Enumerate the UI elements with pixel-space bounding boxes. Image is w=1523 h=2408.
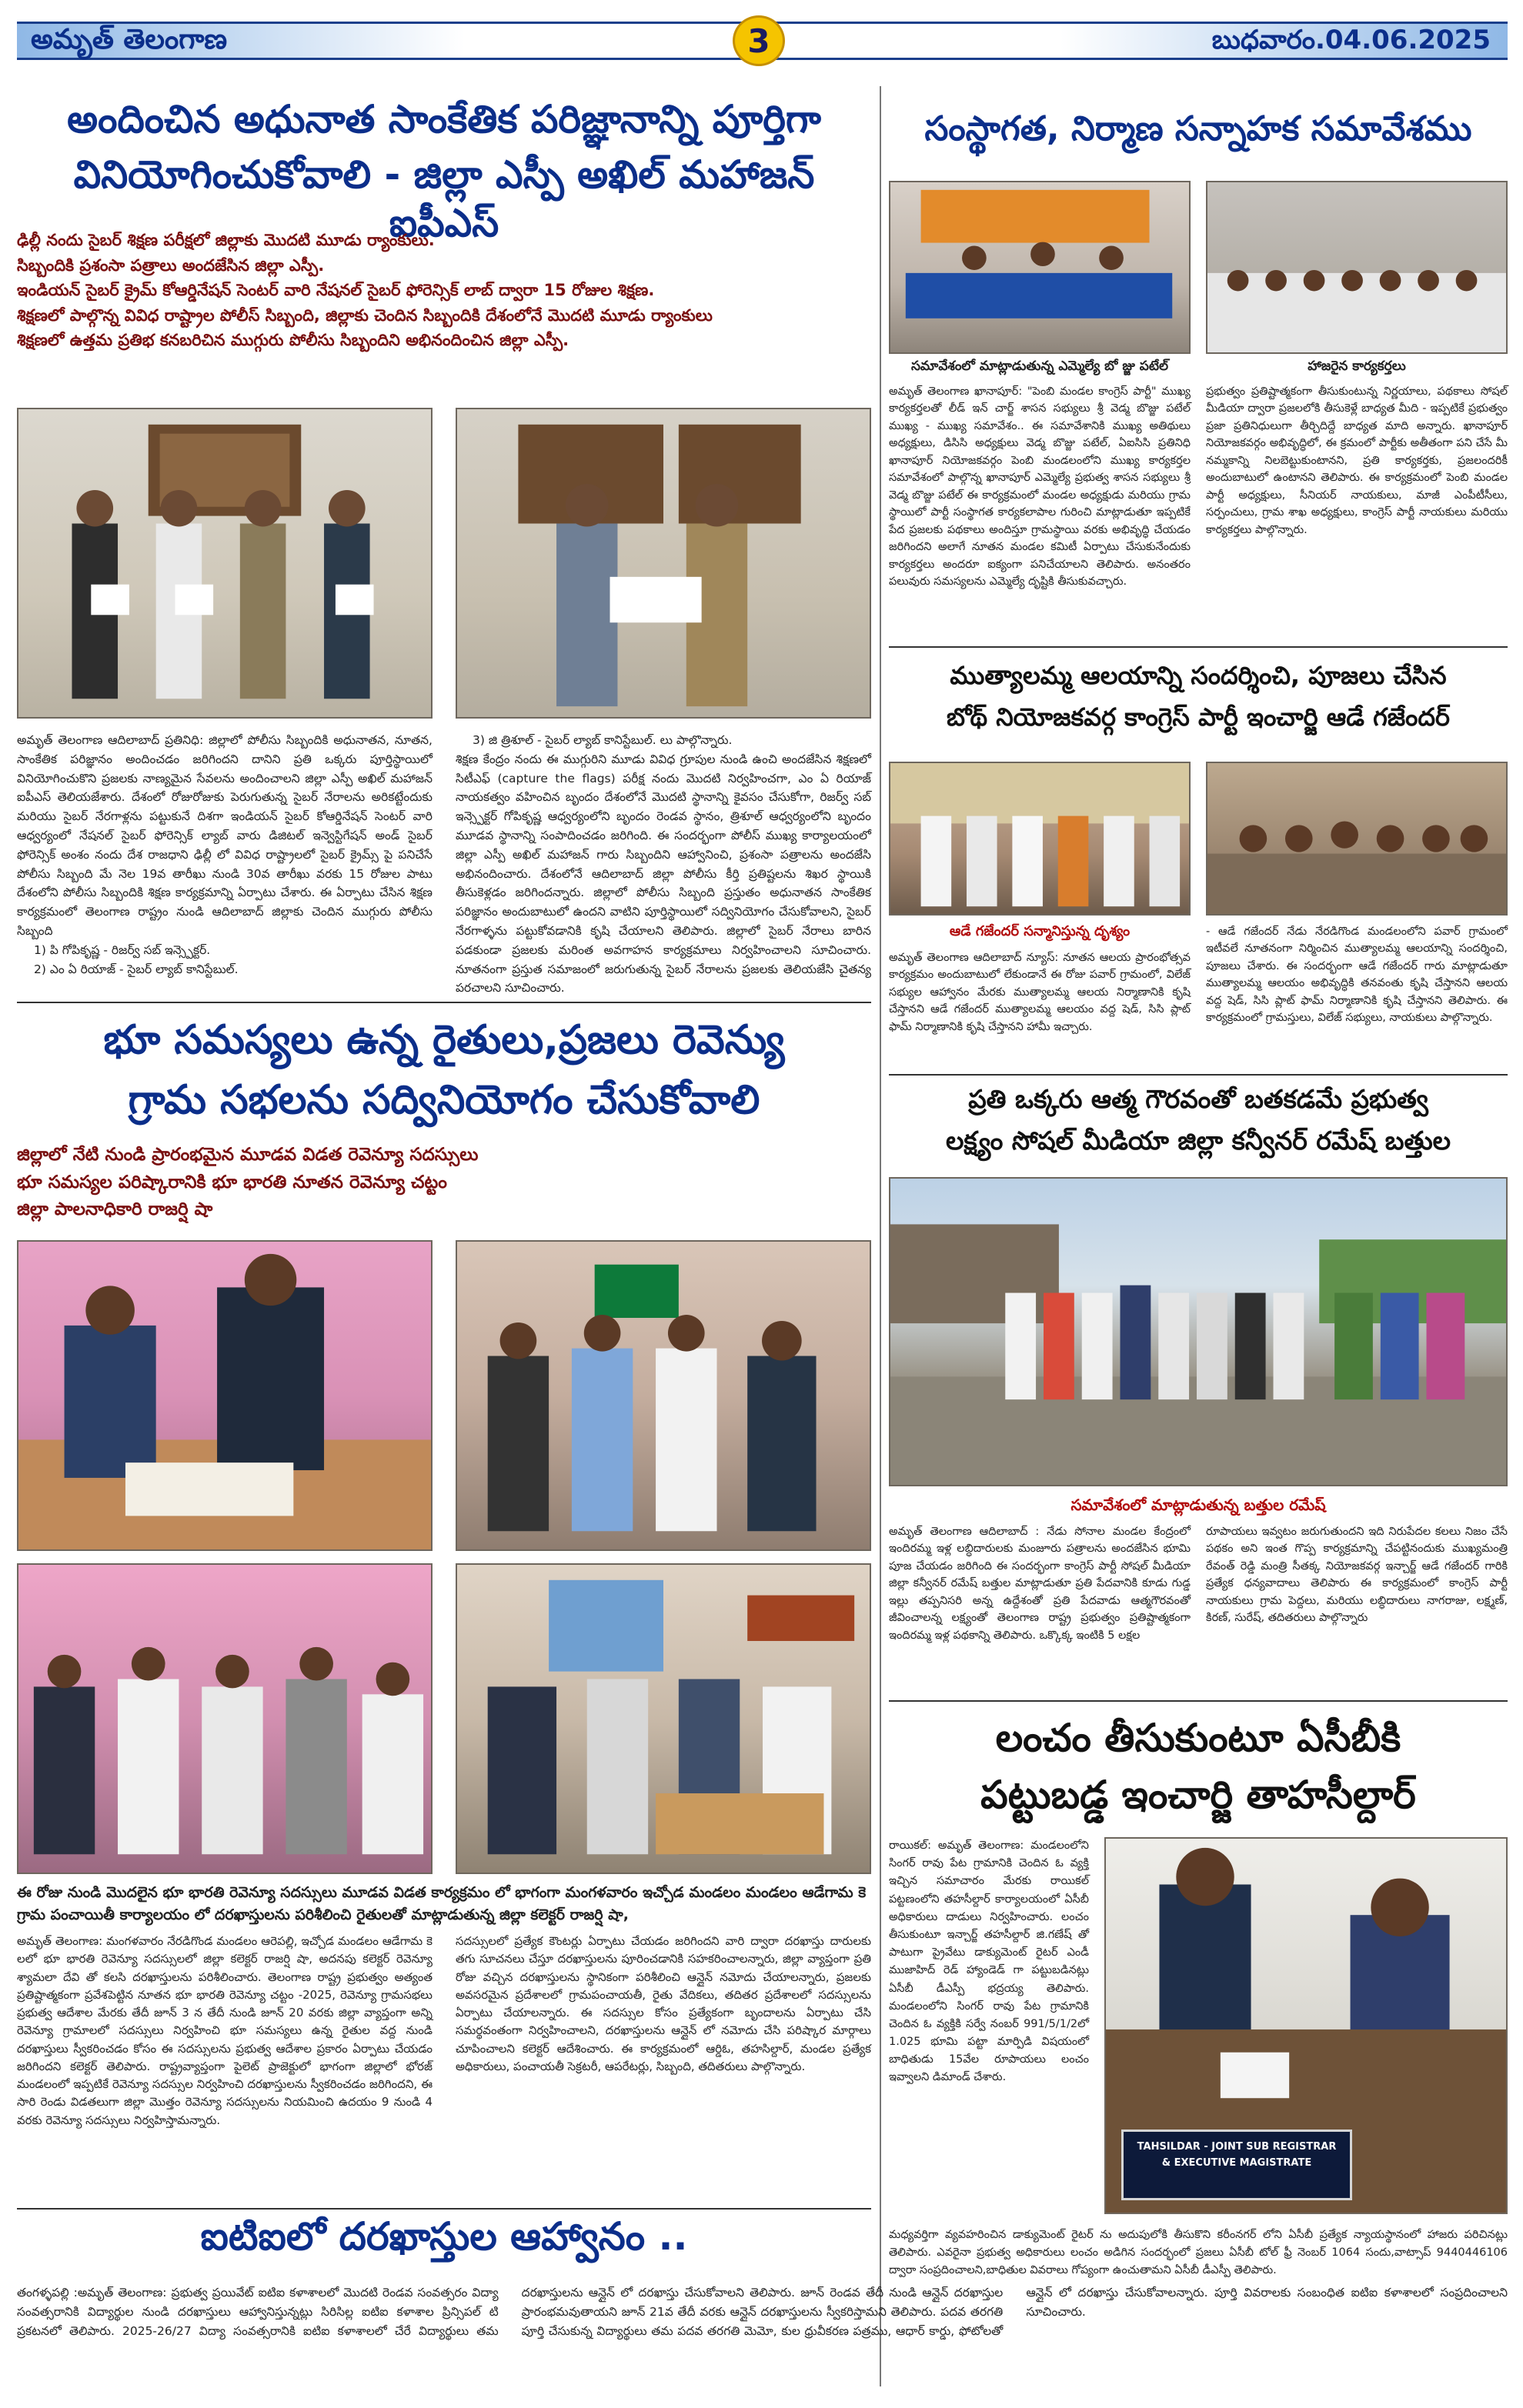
story1-photo-group [17, 408, 433, 719]
story1-subhead: సిబ్బందికి ప్రశంసా పత్రాలు అందజేసిన జిల్లా ఎస్పీ. [17, 255, 325, 275]
story4-body-text: అమృత్ తెలంగాణ: మంగళవారం నేరడిగొండ మండలం ఆరెపల్లి, ఇచ్చోడ మండలం ఆడేగామ కె లలో భూ భారతి రెవెన్యూ సదస్సులలో జిల్లా కలెక్టర్ రాజర్షి షా, అదనపు కలెక్టర్ రెవెన్యూ శ్యామలా దేవి తో కలసి దరఖాస్తులను పరిశీలించారు. తెలంగాణ రాష్ట్ర ప్రభుత్వం అత్యంత ప్రతిష్టాత్మకంగా ప్రవేశపెట్టిన నూతన భూ భారతి రెవెన్యూ చట్టం -2025, రెవెన్యూ గ్రామసభలు ప్రభుత్వ ఆదేశాల మేరకు తేదీ జూన్ 3 న తేదీ నుండి జూన్ 20 వరకు జిల్లా వ్యాప్తంగా అన్ని రెవెన్యూ గ్రామాలలో సదస్సులు నిర్వహించి భూ సమస్యలు ఉన్న రైతుల వద్ద నుండి దరఖాస్తులు స్వీకరించడం కోసం ఈ సదస్సులను ప్రభుత్వ ఆదేశాల ప్రకారం ఏర్పాటు చేయడం జరిగిందని కలెక్టర్ తెలిపారు. రాష్ట్రవ్యాప్తంగా పైలెట్ ప్రాజెక్టులో భాగంగా జిల్లాలో భోరజ్ మండలంలో ఇప్పటికే రెవెన్యూ సదస్సుల నిర్వహించి దరఖాస్తులను స్వీకరించడం జరిగిందని, ఈ సారి రెండు విడతలుగా జిల్లా మొత్తం రెవెన్యూ సదస్సులను నియమించి ఉదయం 9 నుండి 4 వరకు రెవెన్యూ సదస్సులు నిర్వహిస్తామన్నారు. [17, 1934, 433, 2127]
section-divider [17, 2208, 871, 2210]
page-number: 3 [747, 22, 770, 60]
story4-subhead: భూ సమస్యల పరిష్కారానికి భూ భారతి నూతన రెవెన్యూ చట్టం [17, 1172, 447, 1192]
issue-date: బుధవారం.04.06.2025 [1211, 25, 1491, 55]
story1-headline-2: వినియోగించుకోవాలి - జిల్లా ఎస్పీ అఖిల్ మహాజన్ ఐపీఎస్ [73, 152, 815, 245]
section-divider [889, 1074, 1508, 1076]
story3-body-text: అమృత్ తెలంగాణ ఆదిలాబాద్ న్యూస్: నూతన ఆలయ ప్రారంభోత్సవ కార్యక్రమం అందుబాటులో లేకుండానే ఈ రోజు పవార్ గ్రామంలో, విలేజ్ సభ్యుల ఆహ్వానం మేరకు ముత్యాలమ్మ ఆలయ నిర్మాణానికి కృషి చేస్తానని ఆడే గజేందర్ ముత్యాలమ్మ ఆలయం వద్ద షెడ్, సిసి ప్లాట్ ఫామ్ నిర్మాణానికి కృషి చేస్తానని హామీ ఇచ్చారు. [889, 952, 1191, 1033]
story3-body-left [889, 949, 1191, 1061]
story7-body-text: తంగళ్ళపల్లి :అమృత్ తెలంగాణ: ప్రభుత్వ ప్రయివేట్ ఐటిఐ కళాశాలలో మొదటి రెండవ సంవత్సరం విద్యా సంవత్సరానికి విద్యార్థుల నుండి దరఖాస్తులు ఆహ్వానిస్తున్నట్లు సిరిసిల్ల ఐటిఐ కళాశాల ప్రిన్సిపల్ టి ప్రకటనలో తెలిపారు. 2025-26/27 విద్యా సంవత్సరానికి ఐటిఐ కళాశాలలో చేరే విద్యార్థులు తమ దరఖాస్తులను ఆన్లైన్ లో దరఖాస్తు చేసుకోవాలని తెలిపారు. జూన్ రెండవ తేదీ నుండి ఆన్లైన్ దరఖాస్తుల ప్రారంభమవుతాయని జూన్ 21వ తేదీ వరకు ఆన్లైన్ దరఖాస్తులను స్వీకరిస్తామని తెలిపారు. పదవ తరగతి పూర్తి చేసుకున్న విద్యార్థులు తమ పదవ తరగతి మెమో, కుల ధ్రువీకరణ పత్రము, ఆధార్ కార్డు, ఫోటోలతో ఆన్లైన్ లో దరఖాస్తు చేసుకోవాలన్నారు. పూర్తి వివరాలకు సంబంధిత ఐటిఐ కళాశాలలో సంప్రదించాలని సూచించారు. [17, 2286, 1508, 2338]
story5-headline-1: ప్రతి ఒక్కరు ఆత్మ గౌరవంతో బతకడమే ప్రభుత్వ [968, 1084, 1428, 1114]
story1-body-left [17, 731, 433, 979]
story5-body-left [889, 1523, 1191, 1689]
story2-caption-left: సమావేశంలో మాట్లాడుతున్న ఎమ్మెల్యే బో జ్జు పటేల్ [911, 359, 1168, 374]
story3-headline-2: బోథ్ నియోజకవర్గ కాంగ్రెస్ పార్టీ ఇంచార్జి ఆడే గజేందర్ [947, 702, 1450, 732]
collector-signing-image [18, 1242, 431, 1549]
story7-headline: ఐటిఐలో దరఖాస్తుల ఆహ్వానం .. [200, 2214, 688, 2259]
story3-caption: ఆడే గజేందర్ సన్మానిస్తున్న దృశ్యం [949, 923, 1131, 939]
story5-body-right [1206, 1523, 1508, 1689]
help-desk-image [457, 1242, 870, 1549]
story1-list-item: 2) ఎం ఏ రియాజ్ - సైబర్ ల్యాబ్ కానిస్టేబుల్. [34, 962, 239, 976]
story6-photo [1104, 1837, 1508, 2214]
paper-name: అమృత్ తెలంగాణ [31, 23, 228, 55]
story1-subhead: ఇండియన్ సైబర్ క్రైమ్ కోఆర్డినేషన్ సెంటర్ వారి నేషనల్ సైబర్ ఫోరెన్సిక్ లాబ్ ద్వారా 15 రోజుల శిక్షణ. [17, 281, 655, 300]
workers-audience-image [1207, 182, 1506, 352]
temple-felicitation-image [890, 763, 1189, 914]
story6-headline-2: పట్టుబడ్డ ఇంచార్జి తాహసీల్దార్ [980, 1773, 1416, 1817]
story2-body-right [1206, 383, 1508, 637]
story4-photo-4 [456, 1563, 871, 1874]
story5-caption: సమావేశంలో మాట్లాడుతున్న బత్తుల రమేష్ [1070, 1496, 1326, 1514]
story3-headline-1: ముత్యాలమ్మ ఆలయాన్ని సందర్శించి, పూజలు చేసిన [950, 661, 1447, 690]
story2-photo-audience [1206, 181, 1508, 354]
story2-body-text: ప్రభుత్వం ప్రతిష్టాత్మకంగా తీసుకుంటున్న నిర్ణయాలు, పథకాలు సోషల్ మీడియా ద్వారా ప్రజలలోకి తీసుకెళ్లే బాధ్యత మీది - ఇప్పటికే ప్రభుత్వం ప్రజా ప్రతినిధులుగా తీర్చిదిద్దే బాధ్యత మాది అన్నారు. ఖానాపూర్ నియోజకవర్గం అభివృద్ధిలో, ఈ క్రమంలో పార్టీకు అతీతంగా పని చేసే మీ నమ్మకాన్ని నిలబెట్టుకుంటానని, ప్రతి కార్యకర్తకు, ప్రజలందరికీ అందుబాటులో ఉంటానని తెలిపారు. ఈ కార్యక్రమంలో పెంబి మండల పార్టీ అధ్యక్షులు, సీనియర్ నాయకులు, మాజీ ఎంపీటీసీలు, సర్పంచులు, గ్రామ శాఖ అధ్యక్షులు, కాంగ్రెస్ పార్టీ నాయకులు మరియు కార్యకర్తలు పాల్గొన్నారు. [1206, 385, 1508, 536]
certificate-handover-image [457, 409, 870, 717]
story6-headline-1: లంచం తీసుకుంటూ ఏసీబీకి [995, 1716, 1401, 1760]
temple-gathering-image [1207, 763, 1506, 914]
story3-photo-2 [1206, 762, 1508, 916]
mla-speaking-image [890, 182, 1189, 352]
story4-body-right [456, 1933, 871, 2073]
story5-photo [889, 1177, 1508, 1486]
story4-subheads [17, 1142, 871, 1224]
story4-subhead: జిల్లాలో నేటి నుండి ప్రారంభమైన మూడవ విడత రెవెన్యూ సదస్సులు [17, 1145, 479, 1165]
story1-headline-1: అందించిన అధునాత సాంకేతిక పరిజ్ఞానాన్ని పూర్తిగా [67, 97, 821, 142]
story3-body-text: - ఆడే గజేందర్ నేడు నేరడిగొండ మండలంలోని పవార్ గ్రామంలో ఇటీవలే నూతనంగా నిర్మించిన ముత్యాలమ్మ ఆలయాన్ని సందర్శించి, పూజలు చేశారు. ఈ సందర్భంగా ఆడే గజేందర్ గారు మాట్లాడుతూ ముత్యాలమ్మ ఆలయం అభివృద్ధికి తనవంతు కృషి చేస్తానని ఆలయ వద్ద షెడ్, సిసి ప్లాట్ ఫామ్ నిర్మాణానికి కృషి చేస్తానని తెలిపారు. ఈ కార్యక్రమంలో గ్రామస్తులు, విలేజ్ సభ్యులు, నాయకులు పాల్గొన్నారు. [1206, 926, 1508, 1025]
story4-body-text: సదస్సులలో ప్రత్యేక కౌంటర్లు ఏర్పాటు చేయడం జరిగిందని వారి ద్వారా దరఖాస్తు దారులకు తగు సూచనలు చేస్తూ దరఖాస్తులను పూరించడానికి సహకరించాలన్నారు, జిల్లా వ్యాప్తంగా ప్రతి రోజు వచ్చిన దరఖాస్తులను స్థానికంగా పరిశీలించి ఆన్లైన్ నమోదు చేయాలన్నారు, ప్రజలకు అవసరమైన ప్రదేశాలలో గ్రామపంచాయతీ, రైతు వేదికలు, తదితర ప్రదేశాలలో సదస్సులను ఏర్పాటు చేయాలన్నారు. ఈ సదస్సుల కోసం ప్రత్యేకంగా బృందాలను ఏర్పాటు చేసి సమర్థవంతంగా నిర్వహించాలని, దరఖాస్తులను ఆన్లైన్ లో నమోదు చేసి పరిష్కార మార్గాలు చూపించాలని కలెక్టర్ ఆదేశించారు. ఈ కార్యక్రమంలో ఆర్డిఓ, తహసిల్దార్, మండల ప్రత్యేక అధికారులు, పంచాయతీ సెక్రటరీ, ఆపరేటర్లు, సిబ్బంది, తదితరులు పాల్గొన్నారు. [456, 1934, 871, 2073]
story2-caption-right: హాజరైన కార్యకర్తలు [1308, 359, 1406, 374]
story6-body-text: మధ్యవర్తిగా వ్యవహరించిన డాక్యుమెంట్ రైటర్ ను అదుపులోకి తీసుకొని కరీంనగర్ లోని ఏసీబీ ప్రత్యేక న్యాయస్థానంలో హాజరు పరిచినట్లు తెలిపారు. ఎవరైనా ప్రభుత్వ అధికారులు లంచం అడిగిన సందర్భంలో ప్రజలు ఏసీబీ టోల్ ఫ్రీ నెంబర్ 1064 సందు,వాట్సాప్ 9440446106 ద్వారా సంప్రదించాలని,బాధితుల వివరాలు గోప్యంగా ఉంచుతామని ఏసీబీ డీఎస్పీ తెలిపారు. [889, 2229, 1508, 2277]
reception-desk-image [457, 1565, 870, 1873]
section-divider [889, 646, 1508, 648]
story6-body-bottom [889, 2226, 1508, 2380]
story5-headline-2: లక్ష్యం సోషల్ మీడియా జిల్లా కన్వీనర్ రమేష్ బత్తుల [945, 1126, 1451, 1156]
story-housing-scheme [889, 1080, 1508, 1696]
story-cyber-training [17, 85, 871, 1000]
story5-body-text: రూపాయలు ఇవ్వటం జరుగుతుందని ఇది నిరుపేదల కలలు నిజం చేసే పథకం అని ఇంత గొప్ప కార్యక్రమాన్ని చేపట్టినందుకు ముఖ్యమంత్రి రేవంత్ రెడ్డి మంత్రి సీతక్క నియోజకవర్గ ఇన్చార్జ్ ఆడే గజేందర్ గారికి ప్రత్యేక ధన్యవాదాలు తెలిపారు ఈ కార్యక్రమంలో కాంగ్రెస్ పార్టీ నాయకులు గ్రామ పెద్దలు, మరియు లబ్ధిదారులు నాగరాజు, లక్ష్మణ్, కిరణ్, సురేష్, తదితరులు పాల్గొన్నారు [1206, 1526, 1508, 1625]
tahsildar-nameplate [1121, 2130, 1352, 2200]
story-congress-meeting [889, 85, 1508, 669]
story1-body-text: అమృత్ తెలంగాణ ఆదిలాబాద్ ప్రతినిధి: జిల్లాలో పోలీసు సిబ్బందికి అధునాతన, నూతన, సాంకేతిక పరిజ్ఞానం అందించడం జరిగిందని దానిని ప్రతి ఒక్కరు పూర్తిస్థాయిలో వినియోగించుకొని ప్రజలకు నాణ్యమైన సేవలను అందించాలని జిల్లా ఎస్పీ అఖిల్ మహాజన్ ఐపీఎస్ తెలియజేశారు. దేశంలో రోజురోజుకు పెరుగుతున్న సైబర్ నేరాలను అరికట్టేందుకు మరియు సైబర్ నేరగాళ్లను పట్టుకునే దిశగా ఇండియన్ సైబర్ కోఆర్డినేషన్ సెంటర్ వారి ఆధ్వర్యంలో నేషనల్ సైబర్ ఫోరెన్సిక్ ల్యాబ్ వారు డిజిటల్ ఇన్వెస్టిగేషన్ అండ్ సైబర్ ఫోరెన్సిక్ అంశం నందు దేశ రాజధాని ఢిల్లీ లో వివిధ రాష్ట్రాలలో సైబర్ క్రైమ్స్ పై పనిచేసే పోలీసు సిబ్బంది మే నెల 19వ తారీఖు నుండి 30వ తారీఖు వరకు 15 రోజుల పాటు దేశంలోని పోలీసు సిబ్బందికి శిక్షణ కార్యక్రమాన్ని ఏర్పాటు చేశారు. ఈ ఏర్పాటు చేసిన శిక్షణ కార్యక్రమంలో తెలంగాణ రాష్ట్రం నుండి ఆదిలాబాద్ జిల్లాకు చెందిన ముగ్గురు పోలీసు సిబ్బంది [17, 733, 433, 938]
story1-subhead: ఢిల్లీ నందు సైబర్ శిక్షణ పరీక్షలో జిల్లాకు మొదటి మూడు ర్యాంకులు. [17, 231, 435, 249]
story3-body-right [1206, 923, 1508, 1062]
beneficiaries-group-image [890, 1179, 1506, 1485]
story4-caption-box [17, 1882, 871, 1926]
story1-subhead: శిక్షణలో పాల్గొన్న వివిధ రాష్ట్రాల పోలీస్ సిబ్బంది, జిల్లాకు చెందిన సిబ్బందికి దేశంలోనే మొదటి మూడు ర్యాంకులు [17, 305, 713, 325]
story4-photo-3 [17, 1563, 433, 1874]
story6-body-column [889, 1837, 1089, 2214]
masthead [17, 14, 1508, 68]
story1-photo-certificate [456, 408, 871, 719]
story4-caption: ఈ రోజు నుండి మొదలైన భూ భారతి రెవెన్యూ సదస్సులు మూడవ విడత కార్యక్రమం లో భాగంగా మంగళవారం ఇచ్చోడ మండలం మండలం ఆడేగామ కె గ్రామ పంచాయితీ కార్యాలయం లో దరఖాస్తులను పరిశీలించి రైతులతో మాట్లాడుతున్న జిల్లా కలెక్టర్ రాజర్షి షా, [17, 1884, 867, 1923]
section-divider [17, 1002, 871, 1003]
story4-subhead: జిల్లా పాలనాధికారి రాజర్షి షా [17, 1199, 213, 1220]
nameplate-line-1: TAHSILDAR - JOINT SUB REGISTRAR [1137, 2141, 1337, 2153]
story1-subheads [17, 228, 871, 353]
story1-subhead: శిక్షణలో ఉత్తమ ప్రతిభ కనబరిచిన ముగ్గురు పోలీసు సిబ్బందిని అభినందించిన జిల్లా ఎస్పీ. [17, 331, 569, 350]
story3-photo-1 [889, 762, 1191, 916]
page-number-badge [733, 15, 785, 66]
story2-body-left [889, 383, 1191, 637]
nameplate-line-2: & EXECUTIVE MAGISTRATE [1161, 2156, 1312, 2169]
story-revenue-meetings [17, 1009, 871, 2127]
section-divider [889, 1700, 1508, 1702]
story2-headline: సంస్థాగత, నిర్మాణ సన్నాహక సమావేశము [924, 109, 1472, 148]
story2-body-text: అమృత్ తెలంగాణ ఖానాపూర్: "పెంబి మండల కాంగ్రెస్ పార్టీ" ముఖ్య కార్యకర్తలతో లీడ్ ఇన్ చార్జ్ శాసన సభ్యులు శ్రీ వెడ్మ బొజ్జు పటేల్ ముఖ్య - ముఖ్య సమావేశం.. ఈ సమావేశానికి ముఖ్య అతిథులు అధ్యక్షులు, డిసిసి అధ్యక్షులు వెడ్మ బొజ్జు పటేల్, ఏఐసిసి ప్రతినిధి ఖానాపూర్ నియోజకవర్గం పెంబి మండలంలోని ముఖ్య కార్యకర్తల సమావేశంలో పాల్గొన్న ఖానాపూర్ ఎమ్మెల్యే ప్రభుత్వ శాసన సభ్యులు శ్రీ వెడ్మ బొజ్జు పటేల్ ఈ కార్యక్రమంలో మండల అధ్యక్షుడు మరియు గ్రామ స్థాయిలో పార్టీ సంస్థాగత కార్యకలాపాల గురించి మాట్లాడుతూ ఇప్పటికే పేద ప్రజలకు పథకాలు అందిస్తూ గ్రామస్థాయి వరకు అభివృద్ధి చేయడం జరిగిందని అలాగే నూతన మండల కమిటీ ఏర్పాటు చేసుకునేందుకు కార్యకర్తలు అందరూ ఐక్యంగా పనిచేయాలని తెలిపారు. అనంతరం పలువురు సమస్యలను ఎమ్మెల్యే దృష్టికి తీసుకువచ్చారు. [889, 385, 1191, 589]
story2-photo-stage [889, 181, 1191, 354]
story6-body-text: రాయికల్: అమృత్ తెలంగాణ: మండలంలోని సింగర్ రావు పేట గ్రామానికి చెందిన ఓ వ్యక్తి ఇచ్చిన సమాచారం మేరకు రాయికల్ పట్టణంలోని తహసీల్దార్ కార్యాలయంలో ఏసీబీ అధికారులు దాడులు నిర్వహించారు. లంచం తీసుకుంటూ ఇన్చార్జ్ తహసీల్దార్ జి.గణేష్ తో పాటుగా ప్రైవేటు డాక్యుమెంట్ రైటర్ ఎండీ ముజాహిద్ రెడ్ హ్యాండెడ్ గా పట్టుబడినట్లు ఏసీబీ డీఎస్పీ భద్రయ్య తెలిపారు. మండలంలోని సింగర్ రావు పేట గ్రామానికి చెందిన ఓ వ్యక్తికి సర్వే నంబర్ 991/5/1/2లో 1.025 భూమి పట్టా మార్పిడి విషయంలో బాధితుడు 15వేల రూపాయలు లంచం ఇవ్వాలని డిమాండ్ చేశారు. [889, 1839, 1089, 2084]
story4-headline-2: గ్రామ సభలను సద్వినియోగం చేసుకోవాలి [128, 1077, 760, 1123]
story1-list-item: 1) పి గోపికృష్ణ - రిజర్వ్ సబ్ ఇన్స్పెక్టర్. [34, 942, 211, 957]
story4-photo-1 [17, 1240, 433, 1551]
story4-headline-1: భూ సమస్యలు ఉన్న రైతులు,ప్రజలు రెవెన్యు [103, 1017, 785, 1063]
story1-body-text: శిక్షణ కేంద్రం నందు ఈ ముగ్గురిని మూడు వివిధ గ్రూపుల నుండి ఉంచి అందజేసిన శిక్షణలో సిటీఎఫ్ (capture the flags) పరీక్ష నందు మొదటి నిర్వహించగా, ఎం ఏ రియాజ్ నాయకత్వం వహించిన బృందం దేశంలోనే మొదటి స్థానాన్ని కైవసం చేసుకోగా, రిజర్వ్ సబ్ ఇన్స్పెక్టర్ గోపికృష్ణ ఆధ్వర్యంలోని బృందం రెండవ స్థానం, త్రిశూల్ ఆధ్వర్యంలోని బృందం మూడవ స్థానాన్ని సంపాదించడం జరిగింది. ఈ సందర్భంగా పోలీస్ ముఖ్య కార్యాలయంలో జిల్లా ఎస్పీ అఖిల్ మహాజన్ గారు సిబ్బందిని ఆహ్వానించి, ప్రశంసా పత్రాలను అందజేసి అభినందించారు. దేశంలోనే ఆదిలాబాద్ జిల్లా పోలీసు కీర్తి ప్రతిష్టలను శిఖర స్థాయికి తీసుకెళ్లడం జరిగిందన్నారు. జిల్లాలో పోలీసు సిబ్బంది ప్రస్తుతం అధునాతన సాంకేతిక పరిజ్ఞానం అందుబాటులో ఉందని వాటిని పూర్తిస్థాయిలో సద్వినియోగం చేసుకోవాలని, సైబర్ నేరగాళ్ళను పట్టుకోవడానికి కృషి చేయాలని తెలిపారు. జిల్లాలో సైబర్ నేరాలు బారిన పడకుండా ప్రజలకు మరింత అవగాహన కార్యక్రమాలు నిర్వహించాలని సూచించారు. నూతనంగా ప్రస్తుత సమాజంలో జరుగుతున్న సైబర్ నేరాలను ప్రజలకు తెలియజేసి చైతన్య పరచాలని సూచించారు. [456, 752, 871, 996]
story5-body-text: అమృత్ తెలంగాణ ఆదిలాబాద్ : నేడు సోనాల మండల కేంద్రంలో ఇందిరమ్మ ఇళ్ల లబ్ధిదారులకు మంజూరు పత్రాలను అందజేసిన భూమి పూజ చేయడం జరిగింది ఈ సందర్భంగా కాంగ్రెస్ పార్టీ సోషల్ మీడియా జిల్లా కన్వీనర్ రమేష్ బత్తుల మాట్లాడుతూ ప్రతి పేదవానికి కూడు గుడ్డ ఇల్లు తప్పనిసరి అన్న ఉద్దేశంతో ప్రతి పేదవాడు ఆత్మగౌరవంతో జీవించాలన్న లక్ష్యంతో తెలంగాణ రాష్ట్ర ప్రభుత్వం ప్రతిష్టాత్మకంగా ఇందిరమ్మ ఇళ్ల పథకాన్ని తెలిపారు. ఒక్కొక్క ఇంటికి 5 లక్షల [889, 1526, 1191, 1642]
story-acb-bribery [889, 1706, 1508, 2383]
story1-body-right [456, 731, 871, 998]
story1-list-item: 3) జి త్రిశూల్ - సైబర్ ల్యాబ్ కానిస్టేబుల్. లు పాల్గొన్నారు. [473, 733, 733, 747]
officers-group-image [18, 409, 431, 717]
story-temple-visit [889, 654, 1508, 1069]
story4-body-left [17, 1933, 433, 2127]
story4-photo-2 [456, 1240, 871, 1551]
column-divider [880, 86, 881, 2386]
farmers-meeting-image [18, 1565, 431, 1873]
